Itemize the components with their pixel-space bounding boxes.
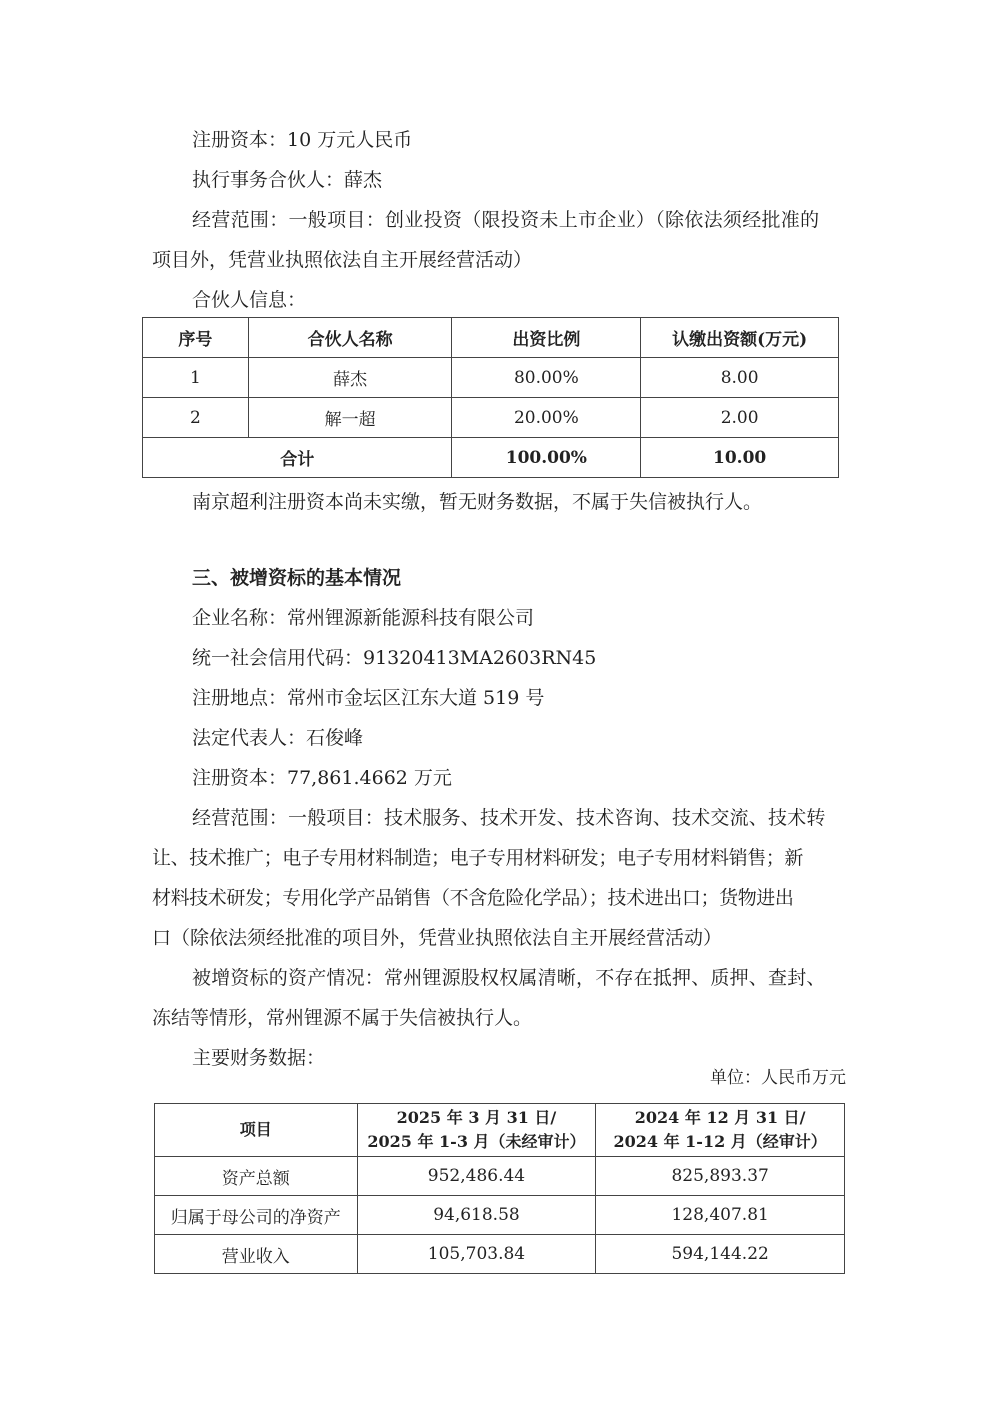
partner-table-header [143, 318, 839, 358]
section-heading: 三、被增资标的基本情况 [192, 567, 402, 589]
table-row [155, 1235, 845, 1274]
registered-address: 注册地点：常州市金坛区江东大道 519 号 [192, 687, 545, 709]
registered-capital-2: 注册资本：77,861.4662 万元 [192, 767, 452, 789]
cell-amount: 8.00 [641, 358, 839, 398]
cell-item: 归属于母公司的净资产 [155, 1196, 358, 1235]
business-scope-2-line-4: 口（除依法须经批准的项目外，凭营业执照依法自主开展经营活动） [152, 927, 723, 949]
business-scope-2-line-1: 经营范围：一般项目：技术服务、技术开发、技术咨询、技术交流、技术转 [192, 807, 826, 829]
unit-label: 单位：人民币万元 [710, 1068, 846, 1088]
header-amount: 认缴出资额(万元) [641, 318, 839, 358]
business-scope-2-line-3: 材料技术研发；专用化学产品销售（不含危险化学品）；技术进出口；货物进出 [152, 887, 794, 909]
total-ratio: 100.00% [452, 438, 641, 478]
table-row [143, 398, 839, 438]
legal-representative: 法定代表人：石俊峰 [192, 727, 364, 749]
cell-ratio: 20.00% [452, 398, 641, 438]
cell-ratio: 80.00% [452, 358, 641, 398]
table-row [155, 1196, 845, 1235]
financial-table-header [155, 1104, 845, 1157]
header-2024 [596, 1104, 845, 1157]
cell-2024: 825,893.37 [596, 1157, 845, 1196]
cell-name: 薛杰 [248, 358, 452, 398]
header-name: 合伙人名称 [248, 318, 452, 358]
asset-status-line-2: 冻结等情形，常州锂源不属于失信被执行人。 [152, 1007, 533, 1029]
total-label: 合计 [143, 438, 452, 478]
company-name: 企业名称：常州锂源新能源科技有限公司 [192, 607, 535, 629]
cell-2024: 128,407.81 [596, 1196, 845, 1235]
financial-table [154, 1103, 845, 1274]
cell-amount: 2.00 [641, 398, 839, 438]
asset-status-line-1: 被增资标的资产情况：常州锂源股权权属清晰，不存在抵押、质押、查封、 [192, 967, 826, 989]
credit-code: 统一社会信用代码：91320413MA2603RN45 [192, 647, 597, 669]
table-row [155, 1157, 845, 1196]
cell-no: 1 [143, 358, 249, 398]
table-row [143, 358, 839, 398]
header-no: 序号 [143, 318, 249, 358]
cell-2025: 94,618.58 [357, 1196, 596, 1235]
header-2024-line-2: 2024 年 1-12 月（经审计） [613, 1132, 827, 1151]
cell-2025: 952,486.44 [357, 1157, 596, 1196]
financial-data-label: 主要财务数据： [192, 1047, 326, 1069]
business-scope-line-2: 项目外，凭营业执照依法自主开展经营活动） [152, 249, 533, 271]
header-2025-line-2: 2025 年 1-3 月（未经审计） [367, 1132, 586, 1151]
header-2025 [357, 1104, 596, 1157]
registered-capital: 注册资本：10 万元人民币 [192, 129, 413, 151]
executive-partner: 执行事务合伙人：薛杰 [192, 169, 383, 191]
partnership-note: 南京超利注册资本尚未实缴，暂无财务数据，不属于失信被执行人。 [192, 491, 763, 513]
table-total-row [143, 438, 839, 478]
header-2024-line-1: 2024 年 12 月 31 日/ [634, 1108, 806, 1127]
header-item: 项目 [155, 1104, 358, 1157]
cell-item: 资产总额 [155, 1157, 358, 1196]
header-ratio: 出资比例 [452, 318, 641, 358]
cell-2025: 105,703.84 [357, 1235, 596, 1274]
partner-table [142, 317, 839, 478]
cell-2024: 594,144.22 [596, 1235, 845, 1274]
cell-name: 解一超 [248, 398, 452, 438]
cell-item: 营业收入 [155, 1235, 358, 1274]
business-scope-2-line-2: 让、技术推广；电子专用材料制造；电子专用材料研发；电子专用材料销售；新 [152, 847, 804, 869]
cell-no: 2 [143, 398, 249, 438]
header-2025-line-1: 2025 年 3 月 31 日/ [396, 1108, 557, 1127]
partner-info-label: 合伙人信息： [192, 289, 307, 311]
total-amount: 10.00 [641, 438, 839, 478]
business-scope-line-1: 经营范围：一般项目：创业投资（限投资未上市企业）（除依法须经批准的 [192, 209, 820, 231]
